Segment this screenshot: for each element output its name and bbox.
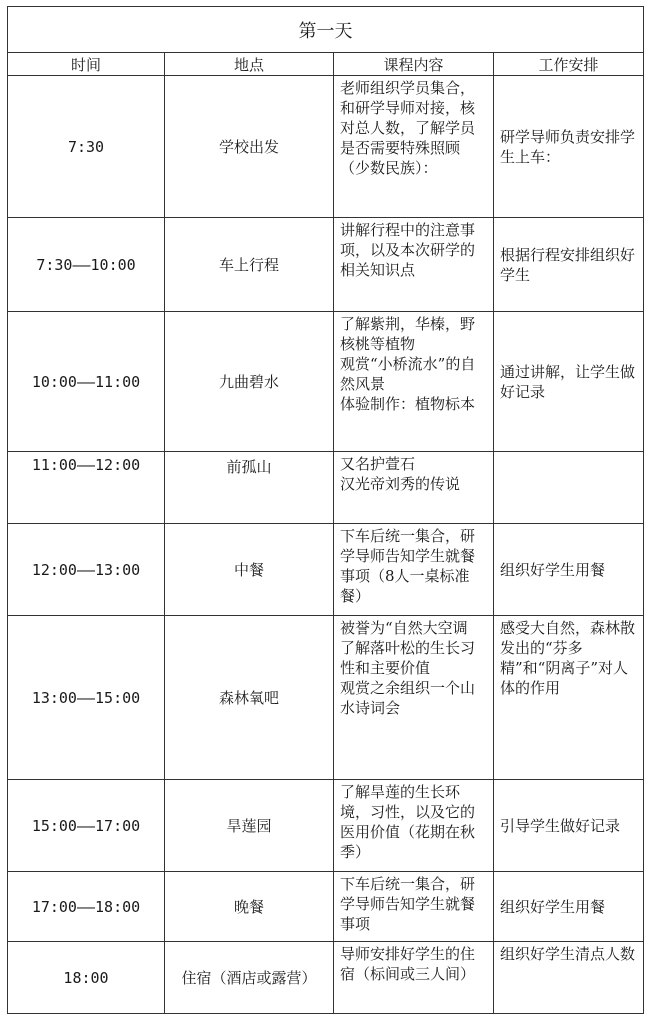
content-line: 了解紫荆，华榛，野核桃等植物	[340, 315, 476, 353]
content-cell	[334, 76, 494, 218]
content-cell	[334, 780, 494, 872]
content-cell	[334, 452, 494, 524]
time-cell: 10:00——11:00	[8, 312, 165, 452]
content-line: 体验制作：植物标本	[340, 395, 476, 413]
header-time: 时间	[8, 53, 165, 76]
time-cell: 15:00——17:00	[8, 780, 165, 872]
time-cell: 17:00——18:00	[8, 872, 165, 942]
time-cell: 7:30	[8, 76, 165, 218]
content-line: 讲解行程中的注意事项，以及本次研学的相关知识点	[340, 221, 476, 279]
table-row	[8, 872, 644, 942]
content-line: 老师组织学员集合，和研学导师对接，核对总人数，了解学员是否需要特殊照顾（少数民族）：	[340, 79, 476, 177]
time-cell: 18:00	[8, 942, 165, 1014]
content-line: 导师安排好学生的住宿（标间或三人间）	[340, 945, 476, 983]
work-cell	[494, 452, 644, 524]
time-cell: 7:30——10:00	[8, 218, 165, 312]
place-cell: 学校出发	[165, 76, 334, 218]
content-cell	[334, 218, 494, 312]
day-title: 第一天	[8, 7, 644, 53]
content-cell	[334, 524, 494, 616]
content-line: 了解旱莲的生长环境，习性，以及它的医用价值（花期在秋季）	[340, 783, 476, 861]
header-content: 课程内容	[334, 53, 494, 76]
place-cell: 住宿（酒店或露营）	[165, 942, 334, 1014]
time-cell: 12:00——13:00	[8, 524, 165, 616]
itinerary-table	[7, 6, 644, 1014]
table-row	[8, 780, 644, 872]
place-cell: 晚餐	[165, 872, 334, 942]
place-cell: 前孤山	[165, 452, 334, 524]
content-line: 被誉为“自然大空调	[340, 619, 468, 637]
work-cell: 组织好学生用餐	[494, 524, 644, 616]
content-cell	[334, 616, 494, 780]
work-cell: 组织好学生清点人数	[494, 942, 644, 1014]
content-line: 下车后统一集合，研学导师告知学生就餐事项	[340, 875, 476, 933]
work-cell: 研学导师负责安排学生上车：	[494, 76, 644, 218]
work-cell: 组织好学生用餐	[494, 872, 644, 942]
table-row	[8, 312, 644, 452]
content-line: 又名护萱石	[340, 455, 416, 473]
content-line: 了解落叶松的生长习性和主要价值	[340, 639, 476, 677]
content-line: 观赏之余组织一个山水诗词会	[340, 679, 476, 717]
work-cell: 通过讲解，让学生做好记录	[494, 312, 644, 452]
table-row	[8, 524, 644, 616]
place-cell: 九曲碧水	[165, 312, 334, 452]
place-cell: 车上行程	[165, 218, 334, 312]
place-cell: 中餐	[165, 524, 334, 616]
content-line: 汉光帝刘秀的传说	[340, 475, 461, 493]
content-cell	[334, 872, 494, 942]
table-row	[8, 942, 644, 1014]
place-cell: 旱莲园	[165, 780, 334, 872]
work-cell: 感受大自然，森林散发出的“芬多精”和“阴离子”对人体的作用	[494, 616, 644, 780]
header-work: 工作安排	[494, 53, 644, 76]
place-cell: 森林氧吧	[165, 616, 334, 780]
content-line: 观赏“小桥流水”的自然风景	[340, 355, 476, 393]
table-row	[8, 76, 644, 218]
work-cell: 根据行程安排组织好学生	[494, 218, 644, 312]
table-row	[8, 616, 644, 780]
table-row	[8, 452, 644, 524]
time-cell: 13:00——15:00	[8, 616, 165, 780]
header-row	[8, 53, 644, 76]
header-place: 地点	[165, 53, 334, 76]
content-line: 下车后统一集合，研学导师告知学生就餐事项（8人一桌标准餐）	[340, 527, 476, 605]
work-cell: 引导学生做好记录	[494, 780, 644, 872]
time-cell: 11:00——12:00	[8, 452, 165, 524]
content-cell	[334, 942, 494, 1014]
table-row	[8, 218, 644, 312]
content-cell	[334, 312, 494, 452]
